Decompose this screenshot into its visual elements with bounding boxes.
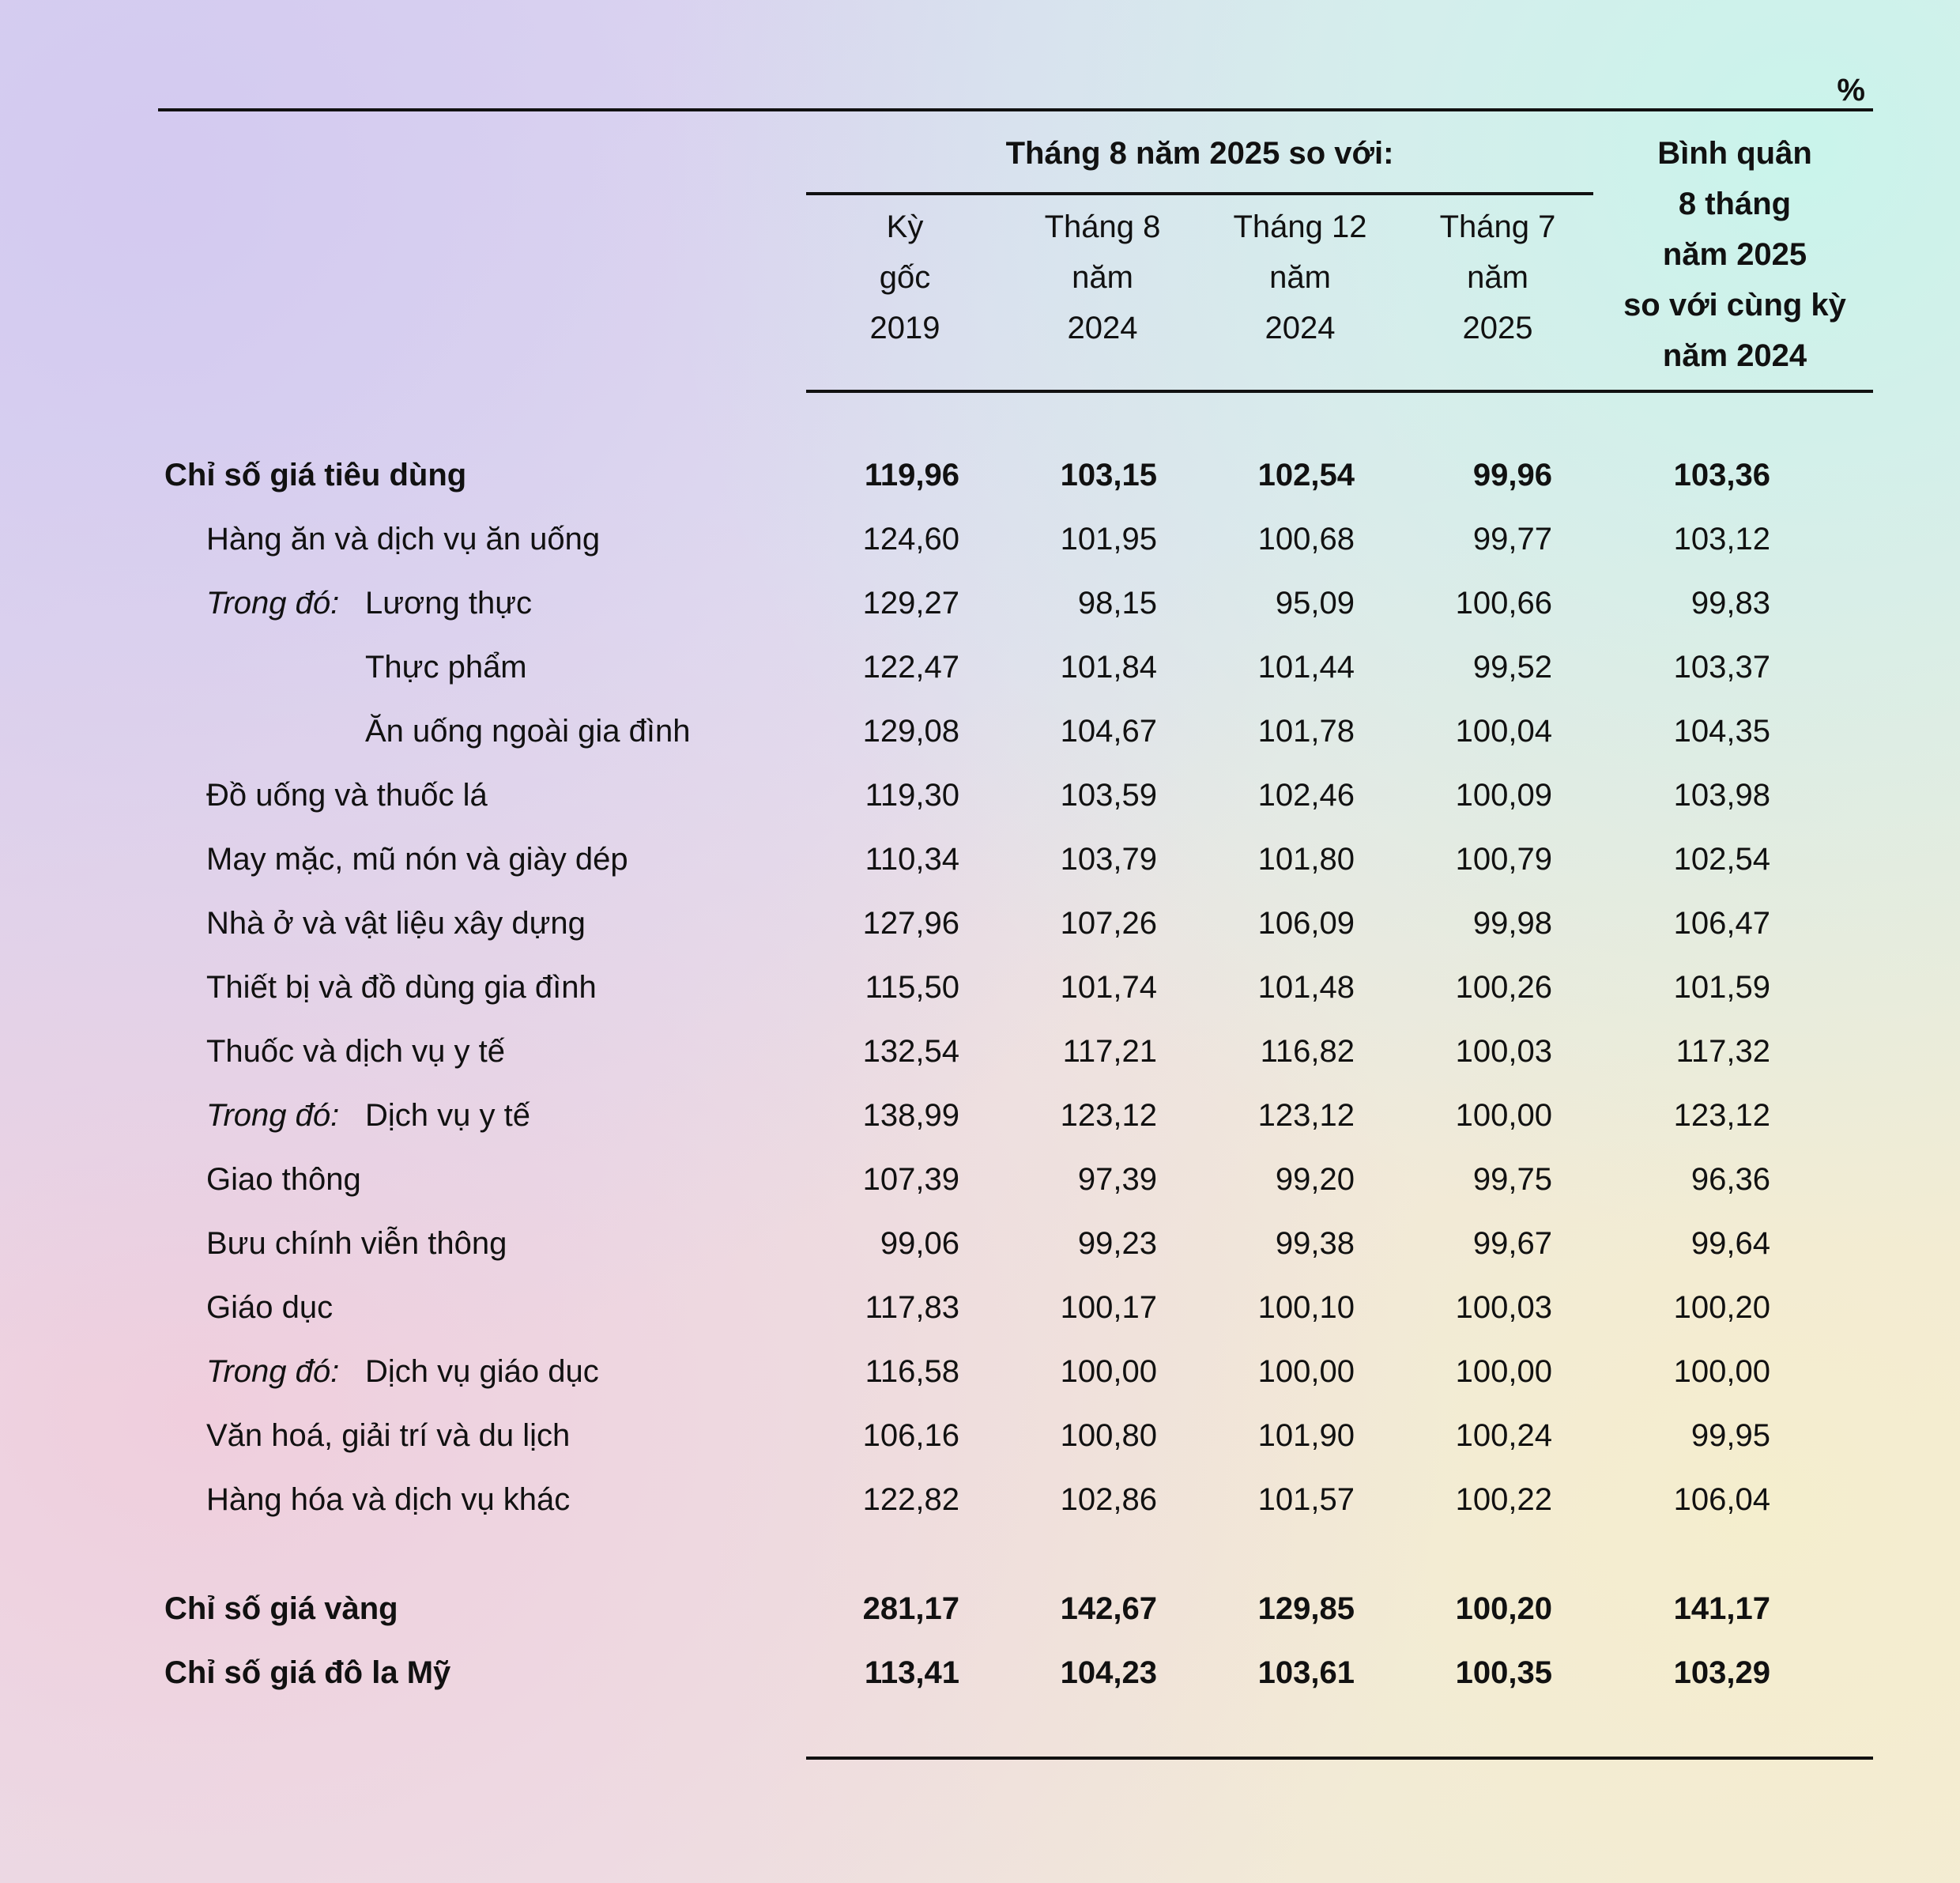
table-cell: 129,27 [862,586,959,621]
table-cell: 110,34 [865,842,959,877]
table-cell: 106,04 [1673,1482,1770,1517]
row-label: May mặc, mũ nón và giày dép [206,842,628,877]
col-header-line: năm [1269,260,1331,295]
table-cell: 119,96 [864,458,959,492]
row-prefix: Trong đó: [206,586,340,621]
col-header-8-month-average [1596,128,1873,381]
table-cell: 99,98 [1472,906,1552,941]
row-label: Nhà ở và vật liệu xây dựng [206,906,586,941]
col-header-line: so với cùng kỳ [1623,288,1846,323]
table-cell: 104,23 [1060,1655,1157,1690]
table-cell: 99,96 [1472,458,1552,492]
col-header-line: Kỳ [886,209,924,244]
table-cell: 107,39 [862,1162,959,1197]
table-cell: 119,30 [865,778,959,813]
table-cell: 101,59 [1673,970,1770,1005]
table-cell: 96,36 [1690,1162,1770,1197]
table-cell: 103,36 [1673,458,1770,492]
table-cell: 99,38 [1275,1226,1355,1261]
row-label: Chỉ số giá đô la Mỹ [164,1655,451,1690]
table-cell: 101,78 [1257,714,1355,749]
row-label: Thiết bị và đồ dùng gia đình [206,970,597,1005]
table-cell: 107,26 [1060,906,1157,941]
table-cell: 100,00 [1060,1354,1157,1389]
table-cell: 123,12 [1673,1098,1770,1133]
table-cell: 102,86 [1060,1482,1157,1517]
table-cell: 99,83 [1690,586,1770,621]
table-cell: 116,82 [1260,1034,1355,1069]
row-label: Lương thực [365,586,532,621]
row-label: Hàng ăn và dịch vụ ăn uống [206,522,601,557]
table-cell: 106,16 [862,1418,959,1453]
table-cell: 103,12 [1673,522,1770,557]
table-cell: 101,48 [1257,970,1355,1005]
table-cell: 123,12 [1257,1098,1355,1133]
unit-label: % [1837,73,1865,108]
col-header-line: 2024 [1067,311,1138,345]
col-header-line: 2024 [1265,311,1336,345]
top-rule [158,108,1873,111]
table-cell: 100,66 [1455,586,1552,621]
row-prefix: Trong đó: [206,1354,340,1389]
table-cell: 117,83 [865,1290,959,1325]
table-cell: 99,64 [1690,1226,1770,1261]
row-label: Chỉ số giá vàng [164,1591,398,1626]
table-cell: 122,82 [862,1482,959,1517]
col-header-line: năm [1467,260,1528,295]
col-header-line: năm [1072,260,1133,295]
table-cell: 99,75 [1472,1162,1552,1197]
row-label: Đồ uống và thuốc lá [206,778,488,813]
col-header-line: Tháng 12 [1233,209,1367,244]
table-cell: 99,52 [1472,650,1552,685]
table-cell: 138,99 [862,1098,959,1133]
row-label: Giao thông [206,1162,361,1197]
col-header-line: 8 tháng [1678,187,1792,221]
bottom-rule [806,1757,1873,1760]
table-cell: 100,04 [1455,714,1552,749]
table-cell: 100,79 [1455,842,1552,877]
table-cell: 103,79 [1060,842,1157,877]
col-header-line: 2019 [869,311,940,345]
table-cell: 101,44 [1257,650,1355,685]
table-cell: 100,00 [1673,1354,1770,1389]
table-cell: 103,61 [1257,1655,1355,1690]
table-cell: 101,84 [1060,650,1157,685]
table-cell: 101,90 [1257,1418,1355,1453]
table-cell: 100,00 [1257,1354,1355,1389]
table-cell: 113,41 [864,1655,959,1690]
table-cell: 100,09 [1455,778,1552,813]
table-cell: 117,32 [1675,1034,1770,1069]
table-cell: 104,67 [1060,714,1157,749]
row-label: Ăn uống ngoài gia đình [365,714,691,749]
table-cell: 106,47 [1673,906,1770,941]
table-cell: 103,98 [1673,778,1770,813]
col-header-dec-2024 [1217,202,1383,353]
table-cell: 124,60 [862,522,959,557]
table-cell: 97,39 [1077,1162,1157,1197]
table-cell: 95,09 [1275,586,1355,621]
table-cell: 115,50 [865,970,959,1005]
row-label: Thuốc và dịch vụ y tế [206,1034,505,1069]
table-cell: 103,29 [1673,1655,1770,1690]
table-cell: 99,06 [880,1226,959,1261]
table-cell: 100,68 [1257,522,1355,557]
table-cell: 100,35 [1455,1655,1552,1690]
row-label: Văn hoá, giải trí và du lịch [206,1418,571,1453]
table-cell: 102,54 [1673,842,1770,877]
table-cell: 99,95 [1690,1418,1770,1453]
table-cell: 100,17 [1060,1290,1157,1325]
table-cell: 103,59 [1060,778,1157,813]
row-label: Hàng hóa và dịch vụ khác [206,1482,571,1517]
table-cell: 100,24 [1455,1418,1552,1453]
table-cell: 101,80 [1257,842,1355,877]
table-cell: 100,00 [1455,1354,1552,1389]
table-cell: 99,67 [1472,1226,1552,1261]
table-cell: 104,35 [1673,714,1770,749]
table-cell: 106,09 [1257,906,1355,941]
table-cell: 281,17 [862,1591,959,1626]
table-cell: 100,26 [1455,970,1552,1005]
table-cell: 129,85 [1257,1591,1355,1626]
table-cell: 100,00 [1455,1098,1552,1133]
table-cell: 99,77 [1472,522,1552,557]
table-cell: 102,54 [1257,458,1355,492]
row-label: Dịch vụ y tế [365,1098,530,1133]
table-cell: 142,67 [1060,1591,1157,1626]
table-cell: 101,74 [1060,970,1157,1005]
row-label: Giáo dục [206,1290,334,1325]
table-cell: 100,03 [1455,1290,1552,1325]
table-cell: 122,47 [862,650,959,685]
table-cell: 102,46 [1257,778,1355,813]
table-cell: 100,10 [1257,1290,1355,1325]
row-label: Thực phẩm [365,650,527,685]
table-cell: 100,20 [1673,1290,1770,1325]
col-header-line: năm 2024 [1662,338,1807,373]
row-label: Dịch vụ giáo dục [365,1354,599,1389]
header-bottom-rule [806,390,1873,393]
table-cell: 100,22 [1455,1482,1552,1517]
table-cell: 100,80 [1060,1418,1157,1453]
table-cell: 141,17 [1673,1591,1770,1626]
column-group-header: Tháng 8 năm 2025 so với: [1005,136,1394,171]
table-cell: 103,15 [1060,458,1157,492]
row-label: Chỉ số giá tiêu dùng [164,458,467,492]
col-header-line: 2025 [1462,311,1533,345]
col-header-jul-2025 [1415,202,1581,353]
col-header-line: Bình quân [1657,136,1812,171]
table-cell: 116,58 [865,1354,959,1389]
table-cell: 129,08 [862,714,959,749]
col-header-line: gốc [879,260,931,295]
table-cell: 99,23 [1077,1226,1157,1261]
table-cell: 117,21 [1062,1034,1157,1069]
group-header-rule [806,192,1593,195]
row-prefix: Trong đó: [206,1098,340,1133]
col-header-line: Tháng 8 [1044,209,1161,244]
table-cell: 101,57 [1257,1482,1355,1517]
col-header-aug-2024 [1020,202,1185,353]
row-label: Bưu chính viễn thông [206,1226,507,1261]
table-cell: 99,20 [1275,1162,1355,1197]
col-header-base-2019 [822,202,988,353]
table-cell: 98,15 [1077,586,1157,621]
col-header-line: Tháng 7 [1439,209,1556,244]
table-cell: 123,12 [1060,1098,1157,1133]
col-header-line: năm 2025 [1662,237,1807,272]
table-cell: 101,95 [1060,522,1157,557]
table-cell: 132,54 [862,1034,959,1069]
table-cell: 103,37 [1673,650,1770,685]
table-cell: 100,03 [1455,1034,1552,1069]
table-cell: 100,20 [1455,1591,1552,1626]
table-cell: 127,96 [862,906,959,941]
